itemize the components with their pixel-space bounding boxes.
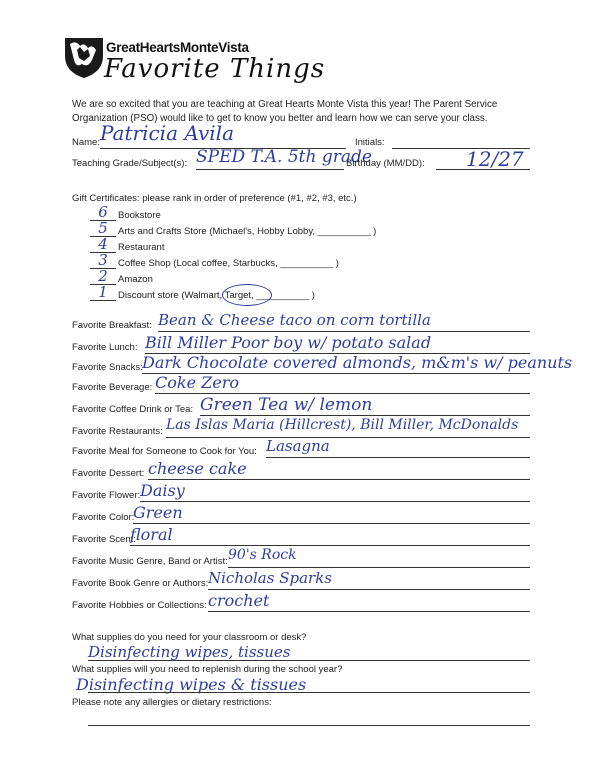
target-circle-mark [222,284,272,306]
favorite-answer-line [133,523,530,524]
favorite-answer-line [130,545,530,546]
favorite-label: Favorite Color: [72,512,135,523]
intro-text: We are so excited that you are teaching at Great Hearts Monte Vista this year! The Parent Service Organization (PSO) would like to get to know you better and learn how we can serve your class. [72,99,498,124]
favorite-label: Favorite Coffee Drink or Tea: [72,404,194,415]
gift-option-label: Coffee Shop (Local coffee, Starbucks, __________ ) [118,258,339,269]
rank-value[interactable]: 1 [98,283,108,301]
gift-option-label: Amazon [118,274,153,285]
rank-value[interactable]: 3 [98,251,108,269]
favorite-label: Favorite Dessert: [72,468,145,479]
favorite-label: Favorite Hobbies or Collections: [72,600,207,611]
question-label: Please note any allergies or dietary restrictions: [72,697,272,708]
favorite-answer[interactable]: Nicholas Sparks [208,569,332,587]
rank-value[interactable]: 5 [98,219,108,237]
question-answer[interactable]: Disinfecting wipes & tissues [76,675,307,694]
question-answer[interactable]: Disinfecting wipes, tissues [88,643,291,661]
answer-line [88,692,530,693]
question-label: What supplies do you need for your classroom or desk? [72,632,307,643]
favorite-answer[interactable]: 90's Rock [228,547,297,563]
name-label: Name: [72,137,100,148]
favorite-answer-line [148,479,530,480]
favorite-answer[interactable]: floral [130,525,173,544]
favorite-label: Favorite Lunch: [72,342,138,353]
gift-heading: Gift Certificates: please rank in order of preference (#1, #2, #3, etc.) [72,193,357,204]
favorite-answer-line [200,415,530,416]
form-title: Favorite Things [104,54,326,84]
gift-option-label: Restaurant [118,242,165,253]
grade-label: Teaching Grade/Subject(s): [72,158,188,169]
favorite-answer[interactable]: Lasagna [266,437,330,455]
favorite-answer-line [166,437,530,438]
favorite-label: Favorite Flower: [72,490,141,501]
birthday-value[interactable]: 12/27 [466,147,524,171]
favorite-answer[interactable]: Green Tea w/ lemon [200,395,373,415]
gift-option-label: Arts and Crafts Store (Michael's, Hobby Lobby, __________ ) [118,226,377,237]
favorite-label: Favorite Music Genre, Band or Artist: [72,556,228,567]
birthday-label: Birthday (MM/DD): [346,158,425,169]
favorite-label: Favorite Scent: [72,534,136,545]
favorite-answer[interactable]: Coke Zero [155,373,239,392]
question-label: What supplies will you need to replenish during the school year? [72,664,343,675]
initials-label: Initials: [355,137,385,148]
grade-value[interactable]: SPED T.A. 5th grade [196,147,372,167]
favorite-answer[interactable]: Bean & Cheese taco on corn tortilla [158,311,431,329]
gift-option-label: Discount store (Walmart, Target, __________ ) [118,290,315,301]
favorite-label: Favorite Breakfast: [72,320,152,331]
rank-value[interactable]: 6 [98,203,108,221]
favorite-answer[interactable]: Las Islas Maria (Hillcrest), Bill Miller, McDonalds [166,417,519,433]
favorite-answer[interactable]: Bill Miller Poor boy w/ potato salad [145,333,432,352]
favorite-answer-line [208,611,530,612]
favorite-answer-line [158,331,530,332]
answer-line [88,725,530,726]
favorite-answer-line [208,589,530,590]
shield-crest-icon [62,34,106,80]
grade-line [196,169,344,170]
favorite-answer[interactable]: Dark Chocolate covered almonds, m&m's w/ peanuts [142,353,573,372]
rank-value[interactable]: 2 [98,267,108,285]
favorite-answer[interactable]: Daisy [140,481,185,500]
brand-name: GreatHeartsMonteVista [106,40,249,55]
favorite-answer-line [155,393,530,394]
favorite-label: Favorite Beverage: [72,382,153,393]
favorite-answer[interactable]: cheese cake [148,459,247,478]
school-logo [62,34,106,80]
favorite-answer-line [228,567,530,568]
name-value[interactable]: Patricia Avila [100,121,235,145]
gift-option-label: Bookstore [118,210,161,221]
favorite-label: Favorite Restaurants: [72,426,163,437]
favorite-label: Favorite Snacks: [72,362,143,373]
favorite-answer[interactable]: crochet [208,591,270,610]
favorite-label: Favorite Book Genre or Authors: [72,578,209,589]
favorite-answer-line [140,501,530,502]
favorite-label: Favorite Meal for Someone to Cook for You: [72,446,257,457]
rank-value[interactable]: 4 [98,235,108,253]
favorite-answer[interactable]: Green [133,503,183,522]
favorite-answer-line [266,457,530,458]
answer-line [88,660,530,661]
